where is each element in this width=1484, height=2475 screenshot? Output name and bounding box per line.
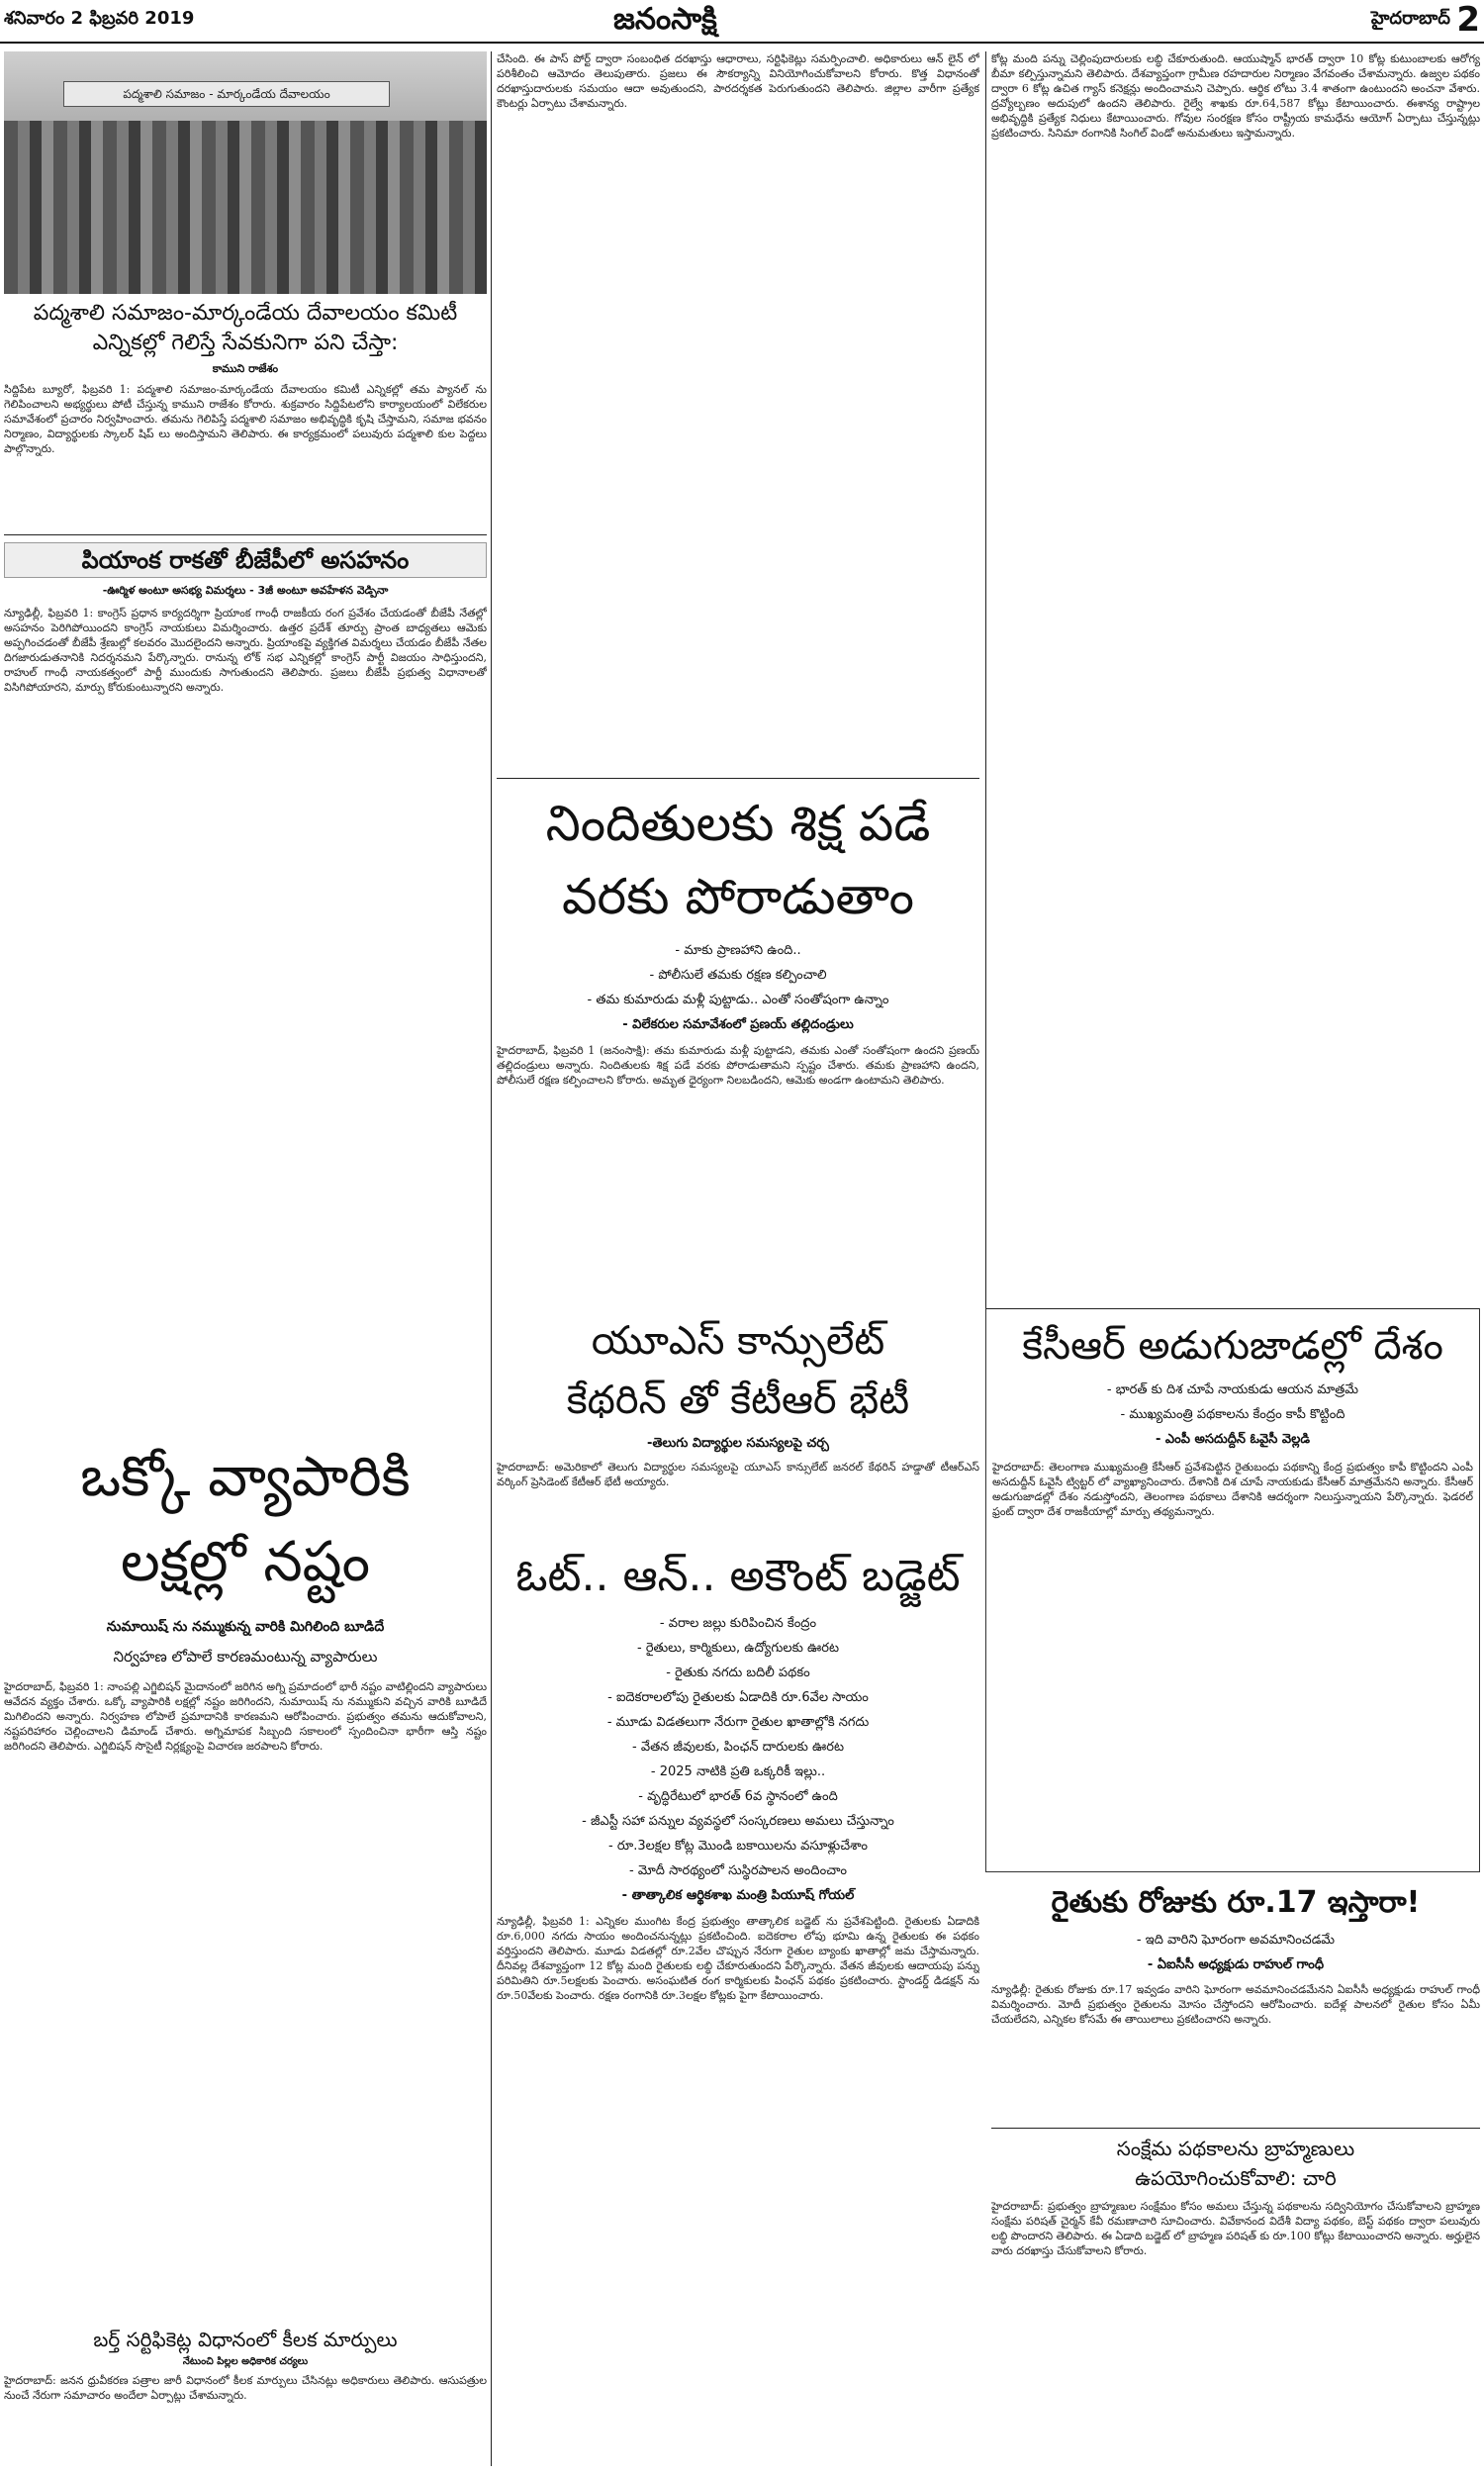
article-body: హైదరాబాద్: అమెరికాలో తెలుగు విద్యార్థుల సమస్యలపై యూఎస్ కాన్సులేట్ జనరల్ కేథరిన్ హడ్డాతో టీఆర్ఎస్ వర్కింగ్ ప్రెసిడెంట్ కేటీఆర్ భేటీ అయ్యారు. [497, 1461, 979, 1488]
article-body: హైదరాబాద్: జనన ధ్రువీకరణ పత్రాల జారీ విధానంలో కీలక మార్పులు చేసినట్లు అధికారులు తెలిపారు. ఆసుపత్రుల నుంచే నేరుగా సమాచారం అందేలా ఏర్పాట్లు చేశామన్నారు. [4, 2374, 487, 2402]
headline: ఒక్కో వ్యాపారికి [80, 1445, 411, 1509]
bullet-point: - మాకు ప్రాణహాని ఉంది.. [497, 943, 979, 961]
subheadline: -తెలుగు విద్యార్థుల సమస్యలపై చర్చ [647, 1436, 829, 1451]
subheadline: నుమాయిష్ ను నమ్ముకున్న వారికి మిగిలింది బూడిదే [106, 1619, 385, 1635]
bullet-point: - 2025 నాటికి ప్రతి ఒక్కరికీ ఇల్లు.. [497, 1764, 979, 1782]
subheadline: నిర్వహణ లోపాలే కారణమంటున్న వ్యాపారులు [113, 1648, 378, 1666]
bullet-point: - భారత్ కు దిశ చూపే నాయకుడు ఆయన మాత్రమే [992, 1382, 1473, 1400]
subheadline: -ఊర్మిళ అంటూ అసభ్య విమర్శలు - 3జీ అంటూ అవహేళన వెడ్పినా [102, 584, 389, 597]
headline: పద్మశాలి సమాజం-మార్కండేయ దేవాలయం కమిటీ ఎన్నికల్లో గెలిస్తే సేవకునిగా పని చేస్తా: [33, 301, 458, 355]
bullet-point: - ఏఐసీసీ అధ్యక్షుడు రాహుల్ గాంధీ [991, 1957, 1480, 1975]
bullet-point: - తమ కుమారుడు మళ్లీ పుట్టాడు.. ఎంతో సంతోషంగా ఉన్నాం [497, 993, 979, 1010]
column-divider [985, 51, 986, 1308]
article-body: హైదరాబాద్, ఫిబ్రవరి 1: నాంపల్లి ఎగ్జిబిషన్ మైదానంలో జరిగిన అగ్ని ప్రమాదంలో భారీ నష్టం వాటిల్లిందని వ్యాపారులు ఆవేదన వ్యక్తం చేశారు. ఒక్కో వ్యాపారికి లక్షల్లో నష్టం జరిగిందని, నుమాయిష్ ను నమ్ముకుని వచ్చిన వారికి బూడిదే మిగిలిందని అన్నారు. నిర్వహణ లోపాలే ప్రమాదానికి కారణమని ఆరోపించారు. ప్రభుత్వం తమను ఆదుకోవాలని, నష్టపరిహారం చెల్లించాలని డిమాండ్ చేశారు. అగ్నిమాపక సిబ్బంది సకాలంలో స్పందించినా భారీగా ఆస్తి నష్టం జరిగిందని తెలిపారు. ఎగ్జిబిషన్ సొసైటీ నిర్లక్ష్యంపై విచారణ జరపాలని కోరారు. [4, 1680, 487, 1753]
newspaper-title: జనంసాక్షి [613, 2, 717, 37]
bullet-point: - మోదీ సారథ్యంలో సుస్థిరపాలన అందించాం [497, 1863, 979, 1881]
article-body: హైదరాబాద్: తెలంగాణ ముఖ్యమంత్రి కేసీఆర్ ప్రవేశపెట్టిన రైతుబంధు పథకాన్ని కేంద్ర ప్రభుత్వం కాపీ కొట్టిందని ఎంపీ అసదుద్దీన్ ఓవైసీ ట్విట్టర్ లో వ్యాఖ్యానించారు. దేశానికి దిశ చూపే నాయకుడు కేసీఆర్ మాత్రమేనని అన్నారు. కేసీఆర్ అడుగుజాడల్లో దేశం నడుస్తోందని, తెలంగాణ పథకాలు దేశానికి ఆదర్శంగా నిలుస్తున్నాయని పేర్కొన్నారు. ఫెడరల్ ఫ్రంట్ ద్వారా దేశ రాజకీయాల్లో మార్పు తథ్యమన్నారు. [992, 1461, 1473, 1518]
headline: నిందితులకు శిక్ష పడే [545, 795, 931, 852]
bullet-point: - వరాల జల్లు కురిపించిన కేంద్రం [497, 1616, 979, 1634]
bullet-list [991, 1933, 1480, 1975]
headline: కేసీఆర్ అడుగుజాడల్లో దేశం [1022, 1323, 1443, 1369]
bullet-point: - వృద్ధిరేటులో భారత్ 6వ స్థానంలో ఉంది [497, 1789, 979, 1807]
story-kcr-box [985, 1308, 1480, 1872]
section-divider [991, 2128, 1480, 2129]
story-continuation [497, 51, 979, 823]
story-brahmins [991, 2134, 1480, 2470]
bullet-point: - రైతుకు నగదు బదిలీ పథకం [497, 1666, 979, 1683]
story-kcr [992, 1316, 1473, 1865]
bullet-point: - ముఖ్యమంత్రి పథకాలను కేంద్రం కాపీ కొట్టింది [992, 1407, 1473, 1425]
bullet-point: - రూ.3లక్షల కోట్ల మొండి బకాయిలను వసూళ్లుచేశాం [497, 1839, 979, 1856]
bullet-point: - ఎంపీ అసదుద్దీన్ ఓవైసీ వెల్లడి [992, 1432, 1473, 1450]
story-numaish [4, 1435, 487, 2296]
headline: సంక్షేమ పథకాలను బ్రాహ్మణులు [1116, 2137, 1355, 2160]
bullet-point: - ఇది వారిని ఘోరంగా అవమానించడమే [991, 1933, 1480, 1951]
bullet-point: - వేతన జీవులకు, పింఛన్ దారులకు ఊరట [497, 1740, 979, 1758]
edition-city: హైదరాబాద్ [1370, 8, 1450, 29]
headline: కేథరిన్ తో కేటీఆర్ భేటీ [566, 1378, 910, 1423]
bullet-point: - పోలీసులే తమకు రక్షణ కల్పించాలి [497, 968, 979, 986]
article-body: చేసింది. ఈ పాస్ పోర్ట్ ద్వారా సంబంధిత దరఖాస్తు ఆధారాలు, సర్టిఫికెట్లు సమర్పించాలి. అధికారులు ఆన్ లైన్ లో పరిశీలించి ఆమోదం తెలుపుతారు. ప్రజలు ఈ సౌకర్యాన్ని వినియోగించుకోవాలని కోరారు. కొత్త విధానంతో దరఖాస్తుదారులకు సమయం ఆదా అవుతుందని, పారదర్శకత పెరుగుతుందని తెలిపారు. జిల్లాల వారీగా ప్రత్యేక కౌంటర్లు ఏర్పాటు చేశామన్నారు. [497, 52, 979, 110]
story-ktr-consulate [497, 1311, 979, 1539]
issue-date: శనివారం 2 ఫిబ్రవరి 2019 [4, 8, 195, 29]
story-continuation [991, 51, 1480, 1308]
page-number: 2 [1456, 0, 1480, 40]
headline: లక్షల్లో నష్టం [121, 1530, 370, 1594]
subheadline: నేటుంచి పిల్లల అధికారిక చర్యలు [182, 2356, 309, 2367]
story-pranay [497, 787, 979, 1301]
headline: యూఎస్ కాన్సులేట్ [591, 1318, 885, 1364]
story-budget [497, 1544, 979, 2469]
bullet-point: - తాత్కాలిక ఆర్థికశాఖ మంత్రి పియూష్ గోయల్ [497, 1888, 979, 1906]
bullet-point: - రైతులు, కార్మికులు, ఉద్యోగులకు ఊరట [497, 1641, 979, 1659]
article-body: కోట్ల మంది పన్ను చెల్లింపుదారులకు లబ్ధి చేకూరుతుంది. ఆయుష్మాన్ భారత్ ద్వారా 10 కోట్ల కుటుంబాలకు ఆరోగ్య బీమా కల్పిస్తున్నామని తెలిపారు. దేశవ్యాప్తంగా గ్రామీణ రహదారుల నిర్మాణం వేగవంతం చేశామన్నారు. ఉజ్వల పథకం ద్వారా 6 కోట్ల ఉచిత గ్యాస్ కనెక్షన్లు అందించామని చెప్పారు. ఆర్థిక లోటు 3.4 శాతంగా ఉంటుందని అంచనా వేశారు. ద్రవ్యోల్బణం అదుపులో ఉందని తెలిపారు. రైల్వే శాఖకు రూ.64,587 కోట్లు కేటాయించారు. ఈశాన్య రాష్ట్రాల అభివృద్ధికి ప్రత్యేక నిధులు కేటాయించారు. గోవుల సంరక్షణ కోసం రాష్ట్రీయ కామధేను ఆయోగ్ ఏర్పాటు చేస్తున్నట్లు ప్రకటించారు. సినిమా రంగానికి సింగిల్ విండో అనుమతులు ఇస్తామన్నారు. [991, 52, 1480, 140]
headline: ఉపయోగించుకోవాలి: చారి [1135, 2166, 1337, 2190]
article-body: న్యూఢిల్లీ, ఫిబ్రవరి 1: ఎన్నికల ముంగిట కేంద్ర ప్రభుత్వం తాత్కాలిక బడ్జెట్ ను ప్రవేశపెట్టింది. రైతులకు ఏడాదికి రూ.6,000 నగదు సాయం అందించనున్నట్లు ప్రకటించింది. ఐదెకరాల లోపు భూమి ఉన్న రైతులకు ఈ పథకం వర్తిస్తుందని తెలిపారు. మూడు విడతల్లో రూ.2వేల చొప్పున నేరుగా రైతుల బ్యాంకు ఖాతాల్లో జమ చేస్తామన్నారు. దీనివల్ల దేశవ్యాప్తంగా 12 కోట్ల మంది రైతులకు లబ్ధి చేకూరుతుందని పేర్కొన్నారు. వేతన జీవులకు ఆదాయపు పన్ను పరిమితిని రూ.5లక్షలకు పెంచారు. అసంఘటిత రంగ కార్మికులకు పింఛన్ పథకం ప్రకటించారు. స్టాండర్డ్ డిడక్షన్ ను రూ.50వేలకు పెంచారు. రక్షణ రంగానికి రూ.3లక్షల కోట్లకు పైగా కేటాయించారు. [497, 1915, 979, 2002]
bullet-list [497, 943, 979, 1035]
headline: ఓట్.. ఆన్.. అకౌంట్ బడ్జెట్ [515, 1551, 961, 1601]
article-body: హైదరాబాద్: ప్రభుత్వం బ్రాహ్మణుల సంక్షేమం కోసం అమలు చేస్తున్న పథకాలను సద్వినియోగం చేసుకోవాలని బ్రాహ్మణ సంక్షేమ పరిషత్ చైర్మన్ కేవీ రమణాచారి సూచించారు. వివేకానంద విదేశీ విద్యా పథకం, బెస్ట్ పథకం ద్వారా పలువురు లబ్ధి పొందారని తెలిపారు. ఈ ఏడాది బడ్జెట్ లో బ్రాహ్మణ పరిషత్ కు రూ.100 కోట్లు కేటాయించారని అన్నారు. అర్హులైన వారు దరఖాస్తు చేసుకోవాలని కోరారు. [991, 2200, 1480, 2257]
bullet-point: - విలేకరుల సమావేశంలో ప్రణయ్ తల్లిదండ్రులు [497, 1017, 979, 1035]
headline: పియాంక రాకతో బీజేపీలో అసహనం [4, 542, 487, 578]
story-padmashali [4, 299, 487, 522]
story-birth-certificate [4, 2326, 487, 2469]
masthead [0, 0, 1484, 44]
bullet-point: - ఐదెకరాలలోపు రైతులకు ఏడాదికి రూ.6వేల సాయం [497, 1690, 979, 1708]
article-body: హైదరాబాద్, ఫిబ్రవరి 1 (జనంసాక్షి): తమ కుమారుడు మళ్లీ పుట్టాడని, తమకు ఎంతో సంతోషంగా ఉందని ప్రణయ్ తల్లిదండ్రులు అన్నారు. నిందితులకు శిక్ష పడే వరకు పోరాడుతామని స్పష్టం చేశారు. తమకు ప్రాణహాని ఉందని, పోలీసులే రక్షణ కల్పించాలని కోరారు. అమృత ధైర్యంగా నిలబడిందని, ఆమెకు అండగా ఉంటామని తెలిపారు. [497, 1044, 979, 1087]
headline: రైతుకు రోజుకు రూ.17 ఇస్తారా! [1051, 1885, 1421, 1920]
headline: బర్త్ సర్టిఫికెట్ల విధానంలో కీలక మార్పులు [93, 2328, 398, 2351]
byline: కాముని రాజేశం [212, 362, 279, 375]
article-body: న్యూఢిల్లీ, ఫిబ్రవరి 1: కాంగ్రెస్ ప్రధాన కార్యదర్శిగా ప్రియాంక గాంధీ రాజకీయ రంగ ప్రవేశం చేయడంతో బీజేపీ నేతల్లో అసహనం పెరిగిపోయిందని కాంగ్రెస్ నాయకులు విమర్శించారు. ఉత్తర ప్రదేశ్ తూర్పు ప్రాంత బాధ్యతలు ఆమెకు అప్పగించడంతో బీజేపీ శ్రేణుల్లో కలవరం మొదలైందని అన్నారు. ప్రియాంకపై వ్యక్తిగత విమర్శలు చేయడం బీజేపీ నేతల దిగజారుడుతనానికి నిదర్శనమని పేర్కొన్నారు. రానున్న లోక్ సభ ఎన్నికల్లో కాంగ్రెస్ పార్టీ విజయం సాధిస్తుందని, రాహుల్ గాంధీ నాయకత్వంలో పార్టీ ముందుకు సాగుతుందని తెలిపారు. ప్రజలు బీజేపీ ప్రభుత్వ విధానాలతో విసిగిపోయారని, మార్పు కోరుకుంటున్నారని అన్నారు. [4, 607, 487, 694]
section-divider [497, 778, 979, 779]
news-photo [4, 51, 487, 294]
bullet-point: - మూడు విడతలుగా నేరుగా రైతుల ఖాతాల్లోకి నగదు [497, 1715, 979, 1733]
bullet-list [992, 1382, 1473, 1450]
article-body: న్యూఢిల్లీ: రైతుకు రోజుకు రూ.17 ఇవ్వడం వారిని ఘోరంగా అవమానించడమేనని ఏఐసీసీ అధ్యక్షుడు రాహుల్ గాంధీ విమర్శించారు. మోదీ ప్రభుత్వం రైతులను మోసం చేస్తోందని ఆరోపించారు. ఐదేళ్ల పాలనలో రైతుల కోసం ఏమీ చేయలేదని, ఎన్నికల కోసమే ఈ తాయిలాలు ప్రకటించారని అన్నారు. [991, 1983, 1480, 2026]
story-priyanka [4, 542, 487, 1428]
bullet-point: - జీఎస్టీ సహా పన్నుల వ్యవస్థలో సంస్కరణలు అమలు చేస్తున్నాం [497, 1814, 979, 1832]
headline: వరకు పోరాడుతాం [562, 868, 914, 925]
photo-banner: పద్మశాలి సమాజం - మార్కండేయ దేవాలయం [63, 81, 390, 107]
story-rahul [991, 1880, 1480, 2128]
article-body: సిద్దిపేట బ్యూరో, ఫిబ్రవరి 1: పద్మశాలి సమాజం-మార్కండేయ దేవాలయం కమిటీ ఎన్నికల్లో తమ ప్యానల్ ను గెలిపించాలని అభ్యర్థులు పోటీ చేస్తున్న కాముని రాజేశం కోరారు. శుక్రవారం సిద్దిపేటలోని కార్యాలయంలో విలేకరుల సమావేశంలో ప్రచారం నిర్వహించారు. తమను గెలిపిస్తే పద్మశాలి సమాజం అభివృద్ధికి కృషి చేస్తామని, సమాజ భవనం నిర్మాణం, విద్యార్థులకు స్కాలర్ షిప్ లు అందిస్తామని తెలిపారు. ఈ కార్యక్రమంలో పలువురు పద్మశాలి కుల పెద్దలు పాల్గొన్నారు. [4, 383, 487, 455]
section-divider [4, 534, 487, 535]
bullet-list [497, 1616, 979, 1906]
column-divider [491, 51, 492, 2466]
